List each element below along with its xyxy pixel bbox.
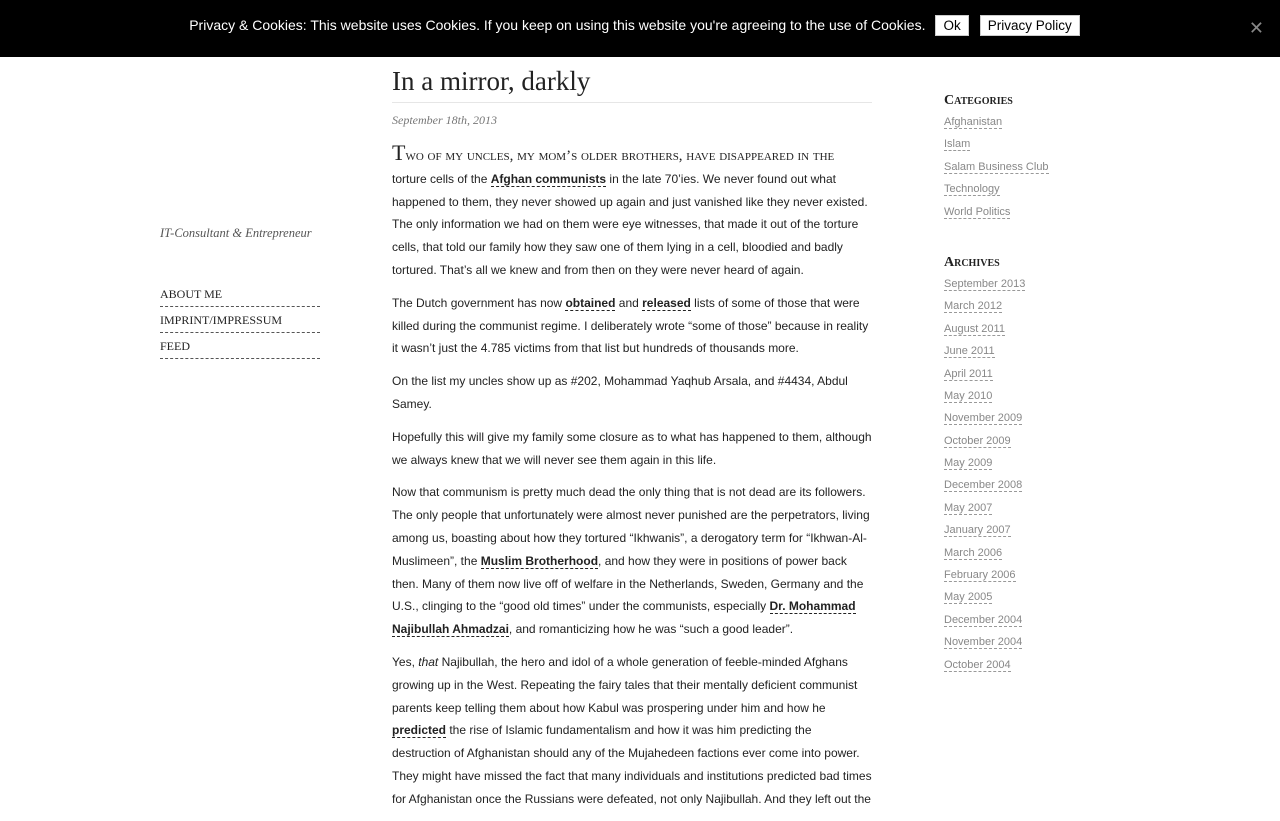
category-link[interactable]: World Politics	[944, 205, 1011, 218]
archives-list	[944, 276, 1104, 679]
archive-link[interactable]: October 2004	[944, 658, 1011, 671]
list-item	[944, 612, 1104, 634]
post-paragraph	[392, 481, 872, 641]
left-sidebar	[160, 220, 320, 360]
text-span: The Dutch government has now	[392, 295, 566, 310]
close-icon[interactable]: ✕	[1248, 18, 1264, 38]
list-item	[944, 366, 1104, 388]
text-span: Yes,	[392, 654, 419, 669]
cookie-banner	[0, 0, 1280, 57]
categories-title: Categories	[944, 93, 1013, 108]
list-item	[944, 477, 1104, 499]
archive-link[interactable]: November 2004	[944, 636, 1023, 649]
post-title[interactable]: In a mirror, darkly	[392, 64, 872, 103]
text-span: Najibullah, the hero and idol of a whole generation of feeble-minded Afghans growing up in the West. Repeating the fairy tales that their mentally deficient communist parents keep telling them about how Kabul was prospering under him and how he	[392, 654, 858, 715]
lead-text	[392, 140, 835, 165]
najibullah-link[interactable]: Dr. Mohammad Najibullah Ahmadzai	[392, 599, 856, 637]
archive-link[interactable]: May 2007	[944, 501, 993, 514]
archive-link[interactable]: December 2008	[944, 479, 1023, 492]
category-link[interactable]: Technology	[944, 183, 1000, 196]
list-item	[944, 298, 1104, 320]
released-link[interactable]: released	[642, 295, 691, 310]
list-item	[944, 276, 1104, 298]
cookie-message: Privacy & Cookies: This website uses Cookies. If you keep on using this website you're agreeing to the use of Cookies.	[189, 17, 926, 33]
right-sidebar	[944, 92, 1104, 707]
predicted-link[interactable]: predicted	[392, 723, 447, 738]
archive-link[interactable]: January 2007	[944, 524, 1011, 537]
archive-link[interactable]: November 2009	[944, 412, 1023, 425]
archive-link[interactable]: May 2005	[944, 591, 993, 604]
post-date: September 18th, 2013	[392, 113, 497, 127]
list-item	[944, 159, 1104, 181]
main-nav	[160, 282, 320, 359]
list-item	[944, 500, 1104, 522]
categories-list	[944, 114, 1104, 226]
text-span: Now that communism is pretty much dead the only thing that is not dead are its followers. The only people that unfortunately were almost never punished are the perpetrators, living among us, boasting about how they tortured “Ikhwanis”, a derogatory term for “Ikhwan-Al-Muslimeen”, the	[392, 485, 870, 568]
privacy-policy-button[interactable]: Privacy Policy	[980, 15, 1080, 36]
list-item	[944, 433, 1104, 455]
cookie-ok-button[interactable]: Ok	[935, 15, 968, 36]
list-item	[944, 567, 1104, 589]
archive-link[interactable]: October 2009	[944, 434, 1011, 447]
archive-link[interactable]: September 2013	[944, 277, 1026, 290]
list-item	[944, 343, 1104, 365]
nav-item-imprint[interactable]: IMPRINT/IMPRESSUM	[160, 308, 320, 333]
archive-link[interactable]: December 2004	[944, 613, 1023, 626]
list-item	[944, 455, 1104, 477]
archives-widget	[944, 254, 1104, 679]
archive-link[interactable]: August 2011	[944, 322, 1005, 335]
list-item	[944, 114, 1104, 136]
list-item	[944, 321, 1104, 343]
list-item	[944, 388, 1104, 410]
nav-item-about-me[interactable]: ABOUT ME	[160, 282, 320, 307]
category-link[interactable]: Islam	[944, 138, 971, 151]
text-span: lists of some of those that were killed during the communist regime. I deliberately wrote “some of those” because in reality it wasn’t just the 4.785 victims from that list but hundreds of thousands more.	[392, 295, 869, 356]
list-item	[944, 410, 1104, 432]
text-span: , and romanticizing how he was “such a good leader”.	[508, 622, 794, 637]
list-item	[944, 657, 1104, 679]
text-span: and	[615, 295, 643, 310]
obtained-link[interactable]: obtained	[565, 295, 616, 310]
archive-link[interactable]: March 2006	[944, 546, 1003, 559]
afghan-communists-link[interactable]: Afghan communists	[490, 171, 607, 186]
post-paragraph: Hopefully this will give my family some closure as to what has happened to them, although we always knew that we will never see them again in this life.	[392, 429, 872, 467]
list-item	[944, 204, 1104, 226]
text-span: in the late 70’ies. We never found out what happened to them, they never showed up again and just vanished like they never existed. The only information we had on them were eye witnesses, that made it out of the torture cells, that told our family how they saw one of them lying in a cell, bloodied and badly tortured. That’s all we knew and from then on they were never heard of again.	[392, 171, 868, 277]
list-item	[944, 522, 1104, 544]
archive-link[interactable]: June 2011	[944, 345, 995, 358]
post	[392, 64, 872, 821]
archive-link[interactable]: May 2009	[944, 457, 993, 470]
list-item	[944, 589, 1104, 611]
emphasis: that	[418, 654, 439, 669]
categories-widget	[944, 92, 1104, 226]
archive-link[interactable]: April 2011	[944, 367, 993, 380]
list-item	[944, 545, 1104, 567]
text-span: torture cells of the	[392, 171, 491, 186]
lead-text-rest: wo of my uncles, my mom’s older brothers, have disappeared in the	[405, 148, 835, 164]
site-tagline: IT-Consultant & Entrepreneur	[160, 226, 312, 240]
text-span: the rise of Islamic fundamentalism and how it was him predicting the destruction of Afghanistan should any of the Mujahedeen factions ever come into power. They might have missed the fact that many individuals and institutions predicted bad times for Afghanistan once the Russians were defeated, not only Najibullah. And they left out the	[392, 723, 872, 806]
text-span: , and how they were in positions of power back then. Many of them now live off of welfare in the Netherlands, Sweden, Germany and the U.S., clinging to the “good old times” under the communists, especially	[392, 553, 864, 614]
post-paragraph	[392, 651, 872, 811]
post-paragraph: On the list my uncles show up as #202, Mohammad Yaqhub Arsala, and #4434, Abdul Samey.	[392, 374, 848, 411]
post-paragraph	[392, 142, 872, 282]
nav-item-feed[interactable]: FEED	[160, 334, 320, 359]
category-link[interactable]: Salam Business Club	[944, 160, 1049, 173]
drop-cap: T	[392, 140, 406, 165]
list-item	[944, 634, 1104, 656]
archive-link[interactable]: March 2012	[944, 300, 1003, 313]
list-item	[944, 181, 1104, 203]
archive-link[interactable]: February 2006	[944, 569, 1016, 582]
muslim-brotherhood-link[interactable]: Muslim Brotherhood	[480, 553, 599, 568]
archive-link[interactable]: May 2010	[944, 389, 993, 402]
category-link[interactable]: Afghanistan	[944, 116, 1003, 128]
post-paragraph	[392, 292, 872, 360]
list-item	[944, 136, 1104, 158]
archives-title: Archives	[944, 254, 1000, 270]
cookie-banner-content	[0, 0, 1280, 50]
